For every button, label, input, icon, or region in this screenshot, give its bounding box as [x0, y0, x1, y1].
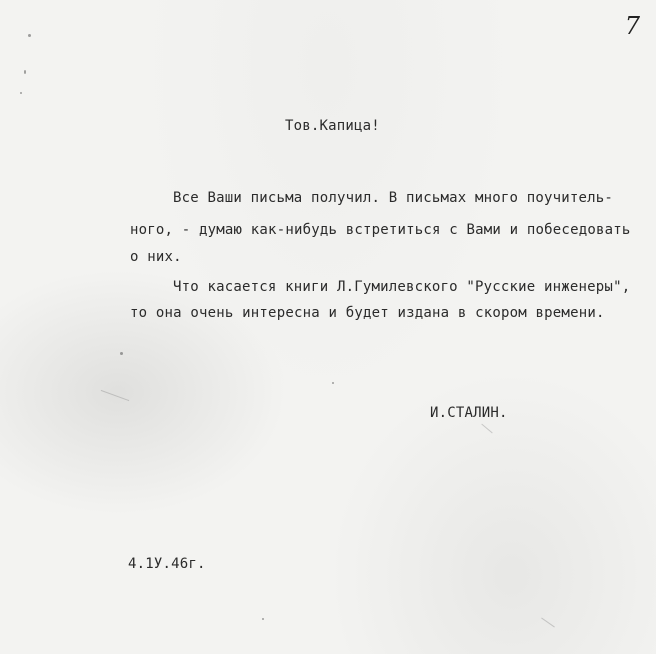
- body-line-2: ного, - думаю как-нибудь встретиться с Вами и побеседовать: [130, 222, 631, 238]
- page-number: 7: [624, 12, 640, 40]
- paper-scratch: [481, 424, 492, 434]
- body-line-3: о них.: [130, 249, 182, 265]
- paper-speck: [28, 34, 31, 37]
- paper-speck: [24, 70, 26, 74]
- signature: И.СТАЛИН.: [430, 405, 508, 421]
- paper-speck: [262, 618, 264, 620]
- body-line-4: Что касается книги Л.Гумилевского "Русские инженеры",: [173, 279, 631, 295]
- salutation: Тов.Капица!: [285, 118, 380, 134]
- paper-speck: [332, 382, 334, 384]
- paper-scratch: [541, 618, 555, 628]
- paper-scratch: [101, 390, 130, 401]
- date: 4.1У.46г.: [128, 556, 206, 572]
- paper-speck: [20, 92, 22, 94]
- body-line-1: Все Ваши письма получил. В письмах много поучитель-: [173, 190, 614, 206]
- body-line-5: то она очень интересна и будет издана в скором времени.: [130, 305, 605, 321]
- paper-speck: [120, 352, 123, 355]
